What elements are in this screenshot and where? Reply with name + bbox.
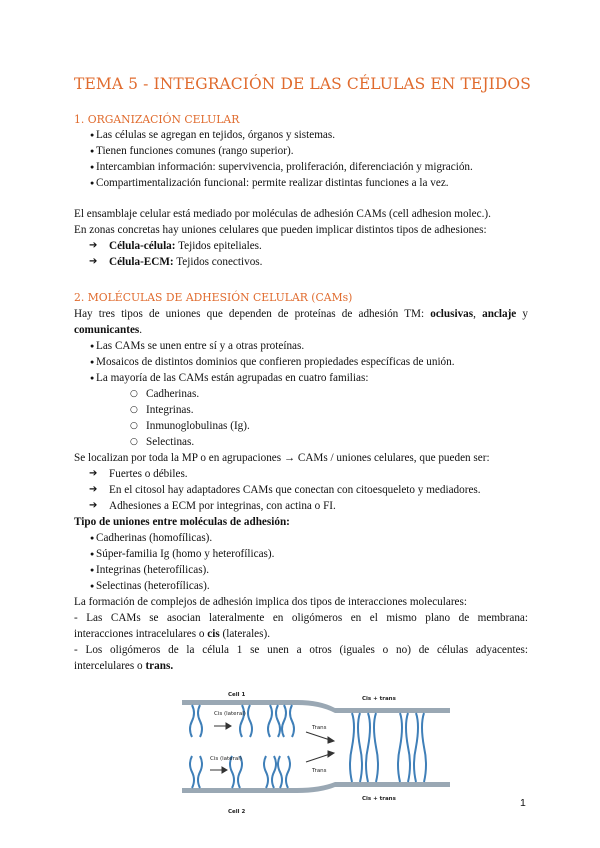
paragraph: - Las CAMs se asocian lateralmente en oligómeros en el mismo plano de membrana:: [74, 612, 528, 624]
label-cis-lateral-top: Cis (lateral): [214, 711, 246, 717]
list-item: ● La mayoría de las CAMs están agrupadas en cuatro familias:: [74, 370, 550, 386]
arrow-item: ➔ En el citosol hay adaptadores CAMs que conectan con citoesqueleto y mediadores.: [74, 482, 563, 498]
label-trans-top: Trans: [312, 725, 327, 731]
paragraph: - Los oligómeros de la célula 1 se unen a otros (iguales o no) de células adyacentes:: [74, 644, 528, 656]
paragraph: intercelulares o trans.: [74, 660, 174, 672]
sub-list-item: ○ Inmunoglobulinas (Ig).: [74, 418, 600, 434]
page-number: 1: [520, 797, 526, 809]
paragraph: interacciones intracelulares o cis (laterales).: [74, 628, 271, 640]
cell-adhesion-diagram: [180, 688, 450, 818]
molecules-cell1: [190, 705, 294, 737]
paragraph: En zonas concretas hay uniones celulares que pueden implicar distintos tipos de adhesiones:: [74, 224, 487, 236]
paragraph: El ensamblaje celular está mediado por moléculas de adhesión CAMs (cell adhesion molec.).: [74, 208, 491, 220]
paragraph: Hay tres tipos de uniones que dependen de proteínas de adhesión TM: oclusivas, anclaje y: [74, 308, 529, 320]
arrow-item: ➔ Adhesiones a ECM por integrinas, con actina o FI.: [74, 498, 563, 514]
section-2-heading: 2. MOLÉCULAS DE ADHESIÓN CELULAR (CAMs): [74, 291, 353, 304]
list-item: ● Integrinas (heterofílicas).: [74, 562, 550, 578]
page-title: TEMA 5 - INTEGRACIÓN DE LAS CÉLULAS EN TEJIDOS: [74, 75, 531, 93]
section-1-heading: 1. ORGANIZACIÓN CELULAR: [74, 113, 240, 126]
sub-list-item: ○ Integrinas.: [74, 402, 600, 418]
label-cis-trans-top: Cis + trans: [362, 696, 396, 702]
list-item: ● Súper-familia Ig (homo y heterofílicas).: [74, 546, 550, 562]
subheading: Tipo de uniones entre moléculas de adhesión:: [74, 516, 290, 528]
label-cis-lateral-bottom: Cis (lateral): [210, 756, 242, 762]
membrane-cell2-right: [297, 782, 450, 793]
label-cell2: Cell 2: [228, 809, 246, 815]
list-item: ● Intercambian información: supervivencia, proliferación, diferenciación y migración.: [74, 159, 550, 175]
paragraph: comunicantes.: [74, 324, 143, 336]
list-item: ● Tienen funciones comunes (rango superior).: [74, 143, 550, 159]
list-item: ● Cadherinas (homofílicas).: [74, 530, 550, 546]
label-trans-bottom: Trans: [312, 768, 327, 774]
arrow-item: ➔ Célula-ECM: Tejidos conectivos.: [74, 254, 563, 270]
sub-list-item: ○ Cadherinas.: [74, 386, 600, 402]
membrane-cell2-left: [182, 788, 297, 793]
list-item: ● Mosaicos de distintos dominios que confieren propiedades específicas de unión.: [74, 354, 550, 370]
list-item: ● Las CAMs se unen entre sí y a otras proteínas.: [74, 338, 550, 354]
arrow-item: ➔ Fuertes o débiles.: [74, 466, 563, 482]
membrane-cell1-left: [182, 700, 297, 705]
label-cis-trans-bottom: Cis + trans: [362, 796, 396, 802]
list-item: ● Selectinas (heterofílicas).: [74, 578, 550, 594]
label-cell1: Cell 1: [228, 692, 246, 698]
paragraph: Se localizan por toda la MP o en agrupaciones → CAMs / uniones celulares, que pueden ser:: [74, 452, 490, 464]
paragraph: La formación de complejos de adhesión implica dos tipos de interacciones moleculares:: [74, 596, 467, 608]
arrow-item: ➔ Célula-célula: Tejidos epiteliales.: [74, 238, 563, 254]
sub-list-item: ○ Selectinas.: [74, 434, 600, 450]
list-item: ● Las células se agregan en tejidos, órganos y sistemas.: [74, 127, 550, 143]
molecules-cis-trans: [350, 713, 426, 782]
list-item: ● Compartimentalización funcional: permite realizar distintas funciones a la vez.: [74, 175, 550, 191]
